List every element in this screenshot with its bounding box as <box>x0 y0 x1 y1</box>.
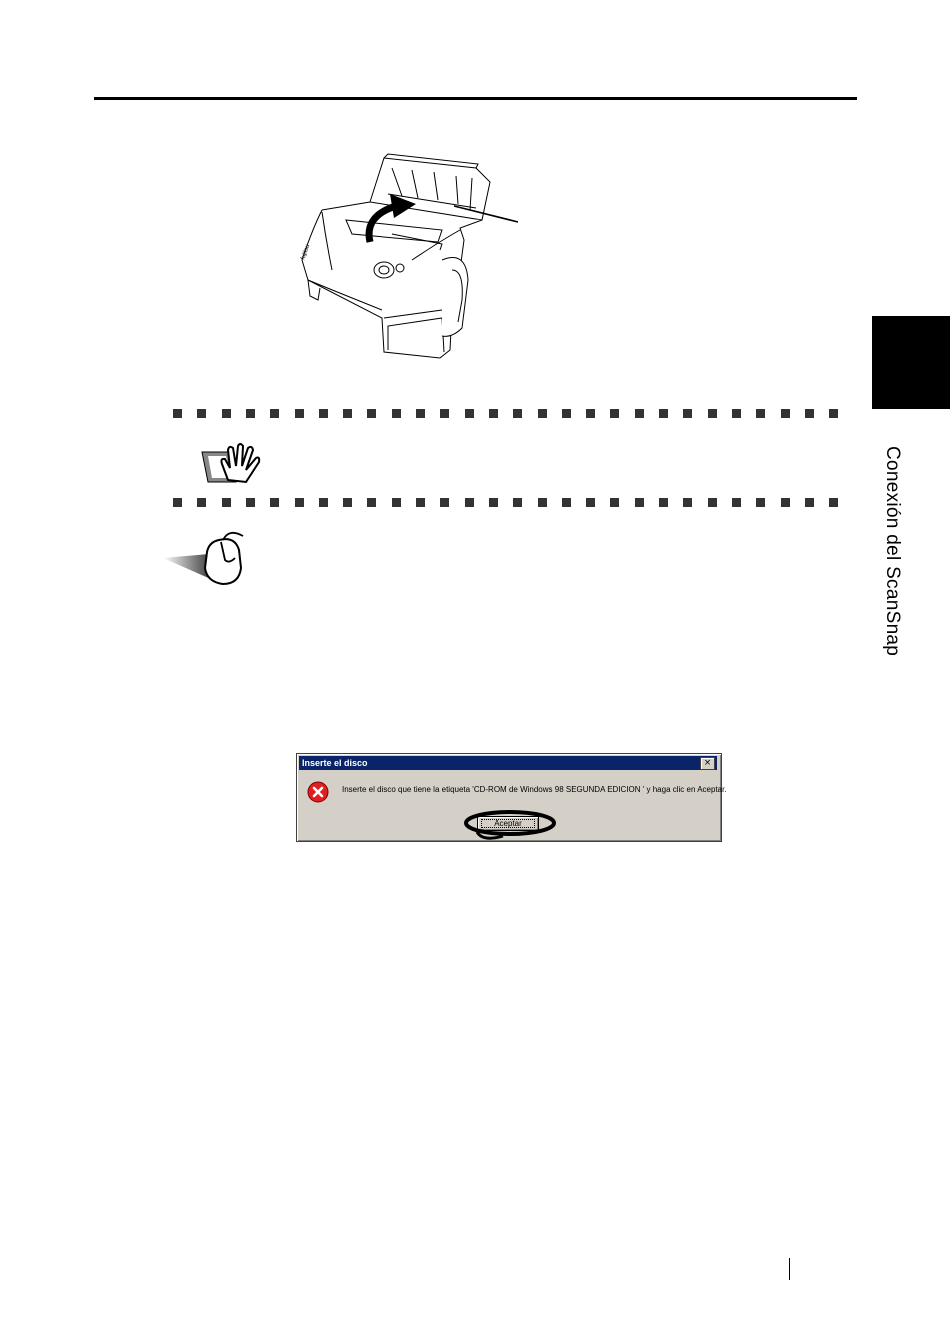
chapter-tab <box>872 316 950 409</box>
separator-square <box>440 409 449 418</box>
mouse-hint-icon <box>163 530 258 585</box>
separator-square <box>538 498 547 507</box>
separator-square <box>732 498 741 507</box>
separator-square <box>295 498 304 507</box>
separator-square <box>489 409 498 418</box>
separator-square <box>173 409 182 418</box>
separator-square <box>222 498 231 507</box>
separator-square <box>319 498 328 507</box>
separator-square <box>197 498 206 507</box>
separator-square <box>805 498 814 507</box>
separator-square <box>586 409 595 418</box>
separator-square <box>708 409 717 418</box>
separator-square <box>805 409 814 418</box>
separator-square <box>197 409 206 418</box>
separator-square <box>683 498 692 507</box>
separator-square <box>489 498 498 507</box>
separator-square <box>659 409 668 418</box>
separator-square <box>586 498 595 507</box>
separator-square <box>562 498 571 507</box>
separator-dotted-bottom <box>173 498 843 507</box>
separator-square <box>319 409 328 418</box>
highlight-ring <box>457 806 557 846</box>
separator-square <box>416 409 425 418</box>
ok-button-label: Aceptar <box>494 819 522 828</box>
separator-square <box>610 409 619 418</box>
separator-square <box>756 409 765 418</box>
separator-square <box>270 498 279 507</box>
page-number-rule <box>789 1258 790 1280</box>
separator-square <box>343 409 352 418</box>
dialog-message: Inserte el disco que tiene la etiqueta 'CD-ROM de Windows 98 SEGUNDA EDICION ' y haga clic en Aceptar. <box>342 785 727 794</box>
separator-square <box>246 409 255 418</box>
scanner-illustration <box>292 150 528 360</box>
separator-square <box>465 498 474 507</box>
separator-square <box>222 409 231 418</box>
separator-square <box>659 498 668 507</box>
separator-square <box>829 498 838 507</box>
separator-square <box>732 409 741 418</box>
separator-square <box>610 498 619 507</box>
separator-square <box>513 498 522 507</box>
separator-square <box>343 498 352 507</box>
separator-square <box>295 409 304 418</box>
separator-dotted-top <box>173 409 843 418</box>
separator-square <box>829 409 838 418</box>
error-icon <box>307 781 329 803</box>
separator-square <box>781 498 790 507</box>
dialog-title: Inserte el disco <box>302 758 368 768</box>
separator-square <box>173 498 182 507</box>
separator-square <box>683 409 692 418</box>
separator-square <box>367 498 376 507</box>
separator-square <box>416 498 425 507</box>
separator-square <box>513 409 522 418</box>
separator-square <box>635 409 644 418</box>
insert-disk-dialog <box>296 753 727 842</box>
separator-square <box>246 498 255 507</box>
separator-square <box>756 498 765 507</box>
separator-square <box>392 498 401 507</box>
separator-square <box>270 409 279 418</box>
separator-square <box>635 498 644 507</box>
top-rule <box>94 97 857 100</box>
separator-square <box>781 409 790 418</box>
svg-text:fujitsu: fujitsu <box>300 243 312 261</box>
separator-square <box>440 498 449 507</box>
separator-square <box>392 409 401 418</box>
dialog-titlebar[interactable] <box>299 756 717 770</box>
separator-square <box>562 409 571 418</box>
separator-square <box>367 409 376 418</box>
close-button[interactable] <box>700 757 715 770</box>
separator-square <box>708 498 717 507</box>
separator-square <box>465 409 474 418</box>
separator-square <box>538 409 547 418</box>
chapter-title: Conexión del ScanSnap <box>882 446 903 657</box>
close-icon: × <box>703 758 712 768</box>
hand-caution-icon <box>200 442 262 488</box>
